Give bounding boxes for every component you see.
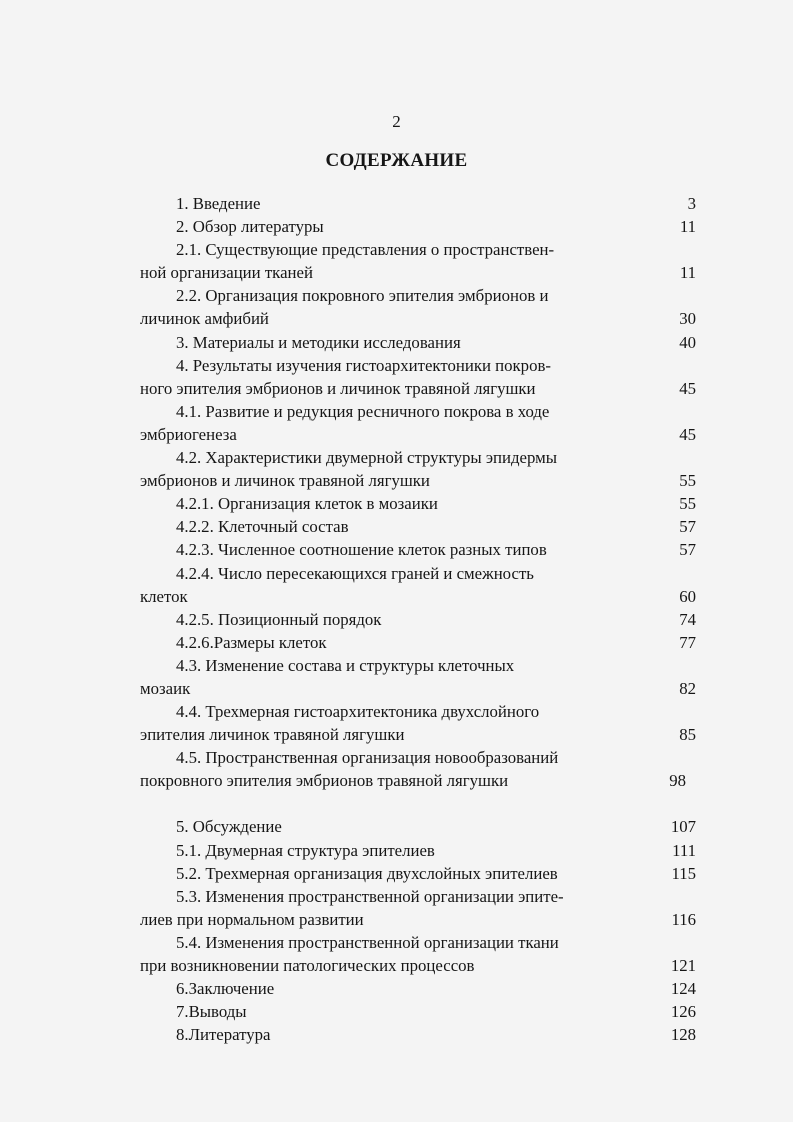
toc-page-number: 30 — [679, 309, 696, 329]
toc-page-number: 121 — [670, 956, 696, 975]
toc-line — [140, 331, 696, 354]
toc-line — [140, 1000, 696, 1023]
toc-page-number: 60 — [679, 586, 696, 606]
toc-entry — [140, 746, 696, 792]
toc-line — [140, 562, 696, 585]
toc-page-number: 45 — [679, 378, 696, 398]
toc-line — [140, 192, 696, 215]
toc-entry-text: ной организации тканей — [140, 263, 313, 283]
toc-page-number: 57 — [679, 540, 696, 560]
toc-entry — [140, 977, 696, 1000]
toc-entry — [140, 700, 696, 746]
toc-line — [140, 469, 696, 492]
toc-page-number: 107 — [670, 817, 696, 837]
toc-entry-text: 4.2.6.Размеры клеток — [176, 632, 327, 652]
toc-line — [140, 215, 696, 238]
toc-entry-text: 8.Литература — [176, 1025, 271, 1045]
toc-entry-text: 5.2. Трехмерная организация двухслойных эпителиев — [176, 863, 558, 883]
toc-entry-text: 3. Материалы и методики исследования — [176, 332, 461, 352]
toc-entry-text: клеток — [140, 586, 188, 606]
toc-entry-text: ного эпителия эмбрионов и личинок травяной лягушки — [140, 378, 536, 398]
toc-entry-text: 4.2.5. Позиционный порядок — [176, 609, 382, 629]
toc-page-number: 128 — [670, 1025, 696, 1045]
toc-page-number: 11 — [679, 217, 696, 237]
toc-entry — [140, 885, 696, 931]
toc-line — [140, 400, 696, 423]
toc-line — [140, 977, 696, 1000]
toc-entry — [140, 1000, 696, 1023]
toc-line — [140, 446, 696, 469]
toc-entry-text: 1. Введение — [176, 194, 261, 213]
toc-entry-text: 4.2.4. Число пересекающихся граней и смежность — [176, 563, 534, 583]
toc-page-number: 11 — [679, 263, 696, 283]
page-title: СОДЕРЖАНИЕ — [325, 150, 468, 171]
toc-page-number: 74 — [679, 609, 696, 629]
toc-entry — [140, 931, 696, 977]
toc-entry-text: 5.3. Изменения пространственной организации эпите- — [176, 886, 564, 906]
toc-entry-text: 2. Обзор литературы — [176, 217, 324, 237]
toc-page-number: 115 — [671, 863, 696, 883]
toc-line — [140, 307, 696, 330]
toc-page-number: 3 — [687, 194, 696, 213]
toc-page-number: 116 — [671, 909, 696, 929]
toc-entry-text: эпителия личинок травяной лягушки — [140, 725, 405, 745]
toc-page-number: 82 — [679, 678, 696, 698]
toc-page-number: 124 — [670, 979, 696, 999]
toc-entry-text: 5. Обсуждение — [176, 817, 282, 837]
toc-line — [140, 839, 696, 862]
toc-entry-text: 5.4. Изменения пространственной организации ткани — [176, 932, 559, 952]
toc-line — [140, 723, 696, 746]
toc-line — [140, 538, 696, 561]
toc-entry — [140, 562, 696, 608]
toc-entry-text: покровного эпителия эмбрионов травяной лягушки — [140, 771, 509, 791]
toc-line — [140, 677, 696, 700]
toc-page-number: 85 — [679, 725, 696, 745]
toc-entry — [140, 1023, 696, 1046]
toc-page-number: 55 — [679, 471, 696, 491]
toc-line — [140, 354, 696, 377]
toc-entry — [140, 631, 696, 654]
toc-line — [140, 585, 696, 608]
toc-line — [140, 238, 696, 261]
toc-entry-text: 2.1. Существующие представления о пространствен- — [176, 240, 555, 260]
toc-line — [140, 608, 696, 631]
toc-line — [140, 261, 696, 284]
toc-entry-text: лиев при нормальном развитии — [140, 909, 364, 929]
toc-line — [140, 815, 696, 838]
toc-entry-text: 6.Заключение — [176, 979, 275, 999]
toc-page-number: 57 — [679, 517, 696, 537]
toc-entry-text: 7.Выводы — [176, 1002, 247, 1022]
toc-entry-text: личинок амфибий — [140, 309, 269, 329]
toc-entry-text: 2.2. Организация покровного эпителия эмбрионов и — [176, 286, 549, 306]
toc-entry-text: 4.2. Характеристики двумерной структуры эпидермы — [176, 448, 558, 468]
toc-page-number: 55 — [679, 494, 696, 514]
toc-entry-text: 4.3. Изменение состава и структуры клеточных — [176, 655, 515, 675]
toc-entry — [140, 284, 696, 330]
toc-entry-text: мозаик — [140, 678, 191, 698]
toc-line — [140, 284, 696, 307]
toc-entry — [140, 215, 696, 238]
toc-entry-text: 4.2.3. Численное соотношение клеток разных типов — [176, 540, 547, 560]
toc-page-number: 126 — [670, 1002, 696, 1022]
toc-entry — [140, 446, 696, 492]
toc-entry — [140, 608, 696, 631]
toc-line — [140, 954, 696, 977]
toc-line — [140, 931, 696, 954]
toc-entry-text: 4.5. Пространственная организация новообразований — [176, 748, 559, 768]
toc-entry — [140, 238, 696, 284]
toc-entry-text: 4.2.1. Организация клеток в мозаики — [176, 494, 438, 514]
toc-entry — [140, 839, 696, 862]
toc-entry — [140, 400, 696, 446]
page-number: 2 — [392, 112, 401, 131]
toc-line — [140, 769, 696, 792]
toc-entry — [140, 815, 696, 838]
toc-entry-text: 4.2.2. Клеточный состав — [176, 517, 349, 537]
toc-line — [140, 746, 696, 769]
toc-entry-text: 4.4. Трехмерная гистоархитектоника двухслойного — [176, 702, 540, 722]
toc-entry — [140, 654, 696, 700]
toc-entry — [140, 331, 696, 354]
toc-page-number: 77 — [679, 632, 696, 652]
toc-page-number: 98 — [669, 771, 686, 791]
toc-entry — [140, 354, 696, 400]
toc-entry — [140, 862, 696, 885]
toc-page-number: 40 — [679, 332, 696, 352]
toc-line — [140, 631, 696, 654]
toc-entry-text: эмбрионов и личинок травяной лягушки — [140, 471, 430, 491]
toc-line — [140, 1023, 696, 1046]
toc-line — [140, 862, 696, 885]
toc-line — [140, 377, 696, 400]
toc-entry — [140, 538, 696, 561]
toc-line — [140, 885, 696, 908]
toc-line — [140, 492, 696, 515]
toc-page-number: 45 — [679, 424, 696, 444]
toc-line — [140, 654, 696, 677]
toc-line — [140, 700, 696, 723]
table-of-contents — [140, 192, 696, 1046]
toc-page-number: 111 — [672, 840, 696, 860]
toc-entry-text: 4.1. Развитие и редукция ресничного покрова в ходе — [176, 401, 550, 421]
toc-line — [140, 423, 696, 446]
toc-entry-text: при возникновении патологических процессов — [140, 956, 475, 975]
toc-entry — [140, 192, 696, 215]
toc-entry-text: 4. Результаты изучения гистоархитектоники покров- — [176, 355, 551, 375]
toc-entry — [140, 515, 696, 538]
toc-entry-text: 5.1. Двумерная структура эпителиев — [176, 840, 435, 860]
toc-entry — [140, 492, 696, 515]
toc-line — [140, 515, 696, 538]
toc-line — [140, 908, 696, 931]
toc-entry-text: эмбриогенеза — [140, 424, 237, 444]
